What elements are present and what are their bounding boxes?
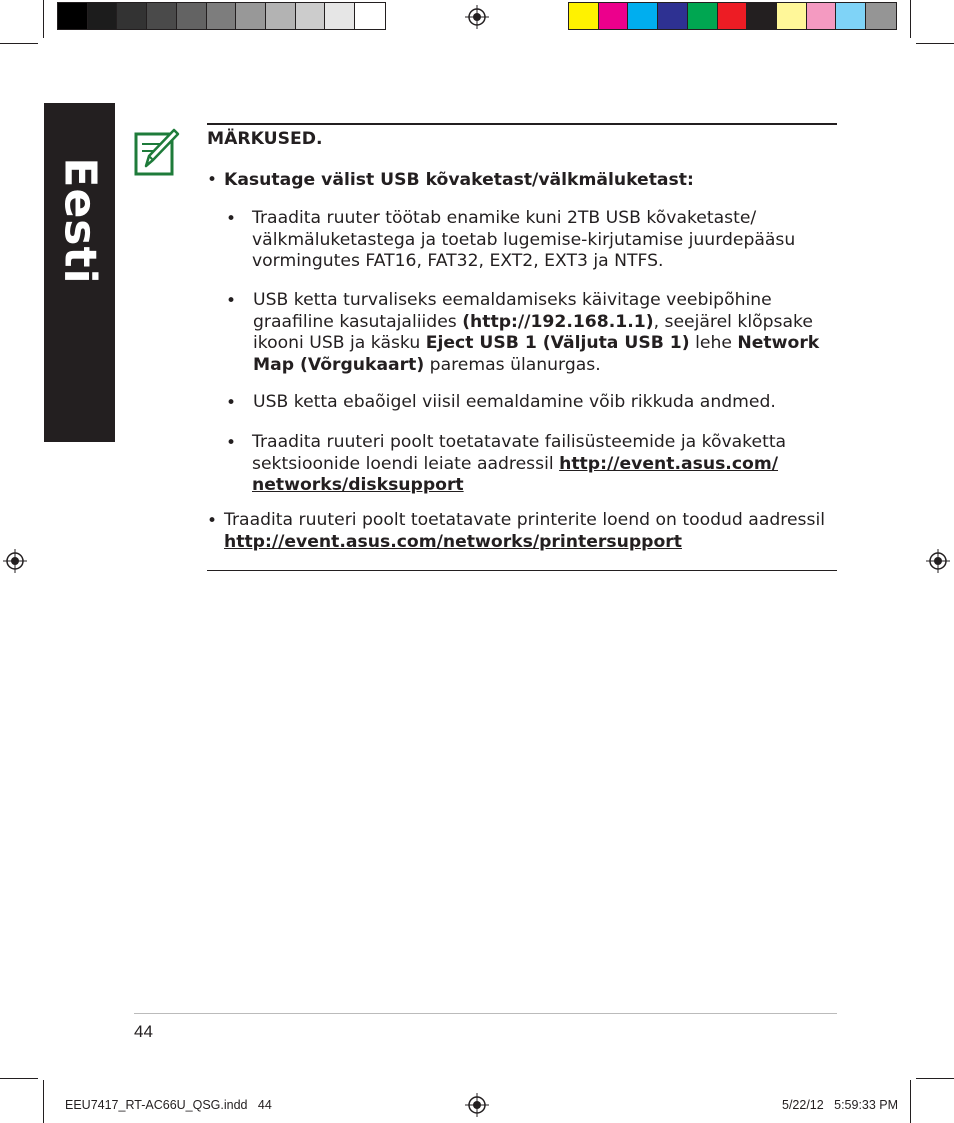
section-printer: Traadita ruuteri poolt toetatavate printerite loend on toodud aadressil http://event.asus.com/networks/printersupport bbox=[224, 510, 825, 552]
crop-mark-top-right-v bbox=[910, 0, 911, 38]
color-swatch bbox=[207, 3, 237, 29]
bullet: • bbox=[226, 209, 237, 229]
list-item: Traadita ruuter töötab enamike kuni 2TB USB kõvaketaste/ välkmäluketastega ja toetab lugemise-kirjutamise juurdepääsu vormingutes FAT16, FAT32, EXT2, EXT3 ja NTFS. bbox=[252, 208, 796, 271]
page-number: 44 bbox=[134, 1022, 153, 1041]
color-swatch bbox=[569, 3, 599, 29]
crop-mark-bottom-right-v bbox=[910, 1080, 911, 1123]
registration-mark-top-icon bbox=[465, 5, 489, 29]
footer-file-info: EEU7417_RT-AC66U_QSG.indd 44 bbox=[65, 1098, 272, 1112]
bullet: • bbox=[226, 393, 237, 413]
printersupport-link[interactable]: http://event.asus.com/networks/printersupport bbox=[224, 531, 682, 552]
list-item: Traadita ruuteri poolt toetatavate failisüsteemide ja kõvaketta sektsioonide loendi leiate aadressil http://event.asus.com/ networks/disksupport bbox=[252, 432, 787, 495]
bullet: • bbox=[207, 170, 218, 190]
crop-mark-top-left-v bbox=[43, 0, 44, 38]
registration-mark-right-icon bbox=[926, 549, 950, 573]
color-swatch bbox=[807, 3, 837, 29]
color-swatch bbox=[747, 3, 777, 29]
color-swatch bbox=[718, 3, 748, 29]
color-swatch bbox=[658, 3, 688, 29]
color-swatch bbox=[866, 3, 896, 29]
color-swatch bbox=[355, 3, 385, 29]
section-usb-title: Kasutage välist USB kõvaketast/välkmäluketast: bbox=[224, 170, 694, 190]
registration-mark-left-icon bbox=[3, 549, 27, 573]
bullet: • bbox=[226, 433, 237, 453]
color-swatch bbox=[177, 3, 207, 29]
color-swatch bbox=[325, 3, 355, 29]
crop-mark-bottom-left-v bbox=[43, 1080, 44, 1123]
color-swatch bbox=[117, 3, 147, 29]
note-heading: MÄRKUSED. bbox=[207, 129, 323, 149]
color-swatch bbox=[88, 3, 118, 29]
list-item: USB ketta ebaõigel viisil eemaldamine võib rikkuda andmed. bbox=[253, 392, 776, 412]
language-tab-label: Eesti bbox=[54, 157, 106, 285]
crop-mark-top-left-h bbox=[0, 43, 38, 44]
disksupport-link[interactable]: http://event.asus.com/ bbox=[559, 453, 779, 474]
color-swatch bbox=[236, 3, 266, 29]
language-side-tab bbox=[44, 103, 115, 442]
color-swatch bbox=[836, 3, 866, 29]
note-pencil-icon bbox=[134, 124, 180, 178]
registration-mark-bottom-icon bbox=[465, 1093, 489, 1117]
footer-date: 5/22/12 5:59:33 PM bbox=[782, 1098, 899, 1112]
color-swatch bbox=[777, 3, 807, 29]
color-calibration-bar bbox=[568, 2, 897, 30]
bullet: • bbox=[207, 511, 218, 531]
color-swatch bbox=[599, 3, 629, 29]
bullet: • bbox=[226, 291, 237, 311]
disksupport-link-cont[interactable]: networks/disksupport bbox=[252, 475, 464, 495]
color-swatch bbox=[296, 3, 326, 29]
color-swatch bbox=[628, 3, 658, 29]
crop-mark-bottom-left-h bbox=[0, 1078, 38, 1079]
footer-rule bbox=[134, 1013, 837, 1014]
crop-mark-top-right-h bbox=[916, 43, 954, 44]
color-swatch bbox=[266, 3, 296, 29]
color-swatch bbox=[147, 3, 177, 29]
gray-calibration-bar bbox=[57, 2, 386, 30]
color-swatch bbox=[58, 3, 88, 29]
list-item: USB ketta turvaliseks eemaldamiseks käivitage veebipõhine graafiline kasutajaliides (http://192.168.1.1), seejärel klõpsake ikooni USB ja käsku Eject USB 1 (Väljuta USB 1) lehe Network Map (Võrgukaart) paremas ülanurgas. bbox=[253, 290, 820, 375]
color-swatch bbox=[688, 3, 718, 29]
note-top-rule bbox=[207, 123, 837, 125]
crop-mark-bottom-right-h bbox=[916, 1078, 954, 1079]
note-bottom-rule bbox=[207, 570, 837, 571]
